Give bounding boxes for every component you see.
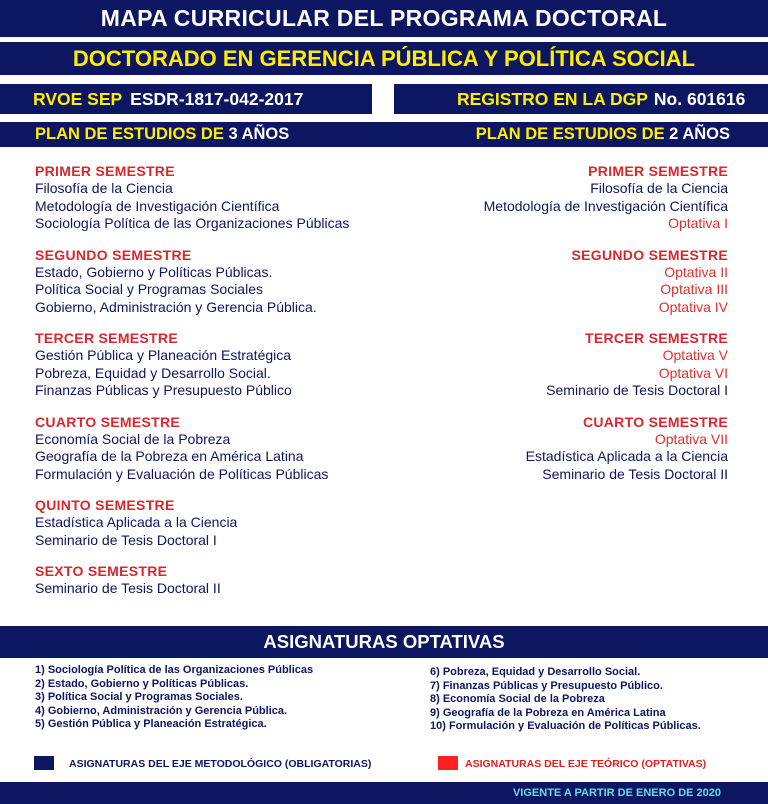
course-item: Seminario de Tesis Doctoral I — [35, 531, 217, 548]
course-item: Seminario de Tesis Doctoral II — [35, 580, 221, 596]
semester-title: PRIMER SEMESTRE — [588, 163, 728, 179]
optativa-item: 9) Geografía de la Pobreza en América Latina — [430, 706, 666, 719]
optativas-list-left — [35, 664, 313, 732]
semester-title: SEXTO SEMESTRE — [35, 563, 168, 579]
optativa-item: 2) Estado, Gobierno y Políticas Públicas. — [35, 677, 249, 690]
program-name: DOCTORADO EN GERENCIA PÚBLICA Y POLÍTICA SOCIAL — [0, 40, 768, 77]
semester-block — [35, 163, 415, 233]
semester-title: TERCER SEMESTRE — [585, 330, 728, 346]
semester-block — [398, 163, 728, 233]
optional-course: Optativa I — [668, 215, 728, 231]
semester-block — [398, 247, 728, 317]
legend-swatch-teorico — [438, 756, 458, 770]
dgp-box — [394, 84, 768, 114]
course-item: Filosofía de la Ciencia — [590, 180, 728, 196]
optional-course: Optativa IV — [658, 298, 728, 315]
optativa-item: 5) Gestión Pública y Planeación Estratégica. — [35, 718, 267, 730]
semester-block — [35, 330, 415, 400]
course-item: Filosofía de la Ciencia — [35, 180, 173, 196]
plan-2-duration: 2 AÑOS — [669, 125, 730, 143]
semester-title: SEGUNDO SEMESTRE — [571, 246, 728, 263]
legend — [0, 748, 768, 778]
rvoe-value: ESDR-1817-042-2017 — [130, 88, 304, 109]
optativas-panel — [25, 660, 743, 742]
course-item: Finanzas Públicas y Presupuesto Público — [35, 382, 292, 398]
course-item: Estadística Aplicada a la Ciencia — [35, 514, 238, 530]
course-item: Seminario de Tesis Doctoral I — [546, 382, 728, 398]
optional-course: Optativa II — [664, 263, 728, 280]
footer-validity: VIGENTE A PARTIR DE ENERO DE 2020 — [0, 782, 768, 804]
semester-title: PRIMER SEMESTRE — [35, 163, 175, 179]
semester-title: SEGUNDO SEMESTRE — [35, 246, 192, 263]
page-title: MAPA CURRICULAR DEL PROGRAMA DOCTORAL — [0, 0, 768, 37]
plans-bar — [0, 122, 768, 147]
optional-course: Optativa VII — [654, 430, 728, 447]
dgp-label: REGISTRO EN LA DGP — [457, 88, 648, 109]
plan-2-prefix: PLAN DE ESTUDIOS DE — [475, 125, 665, 143]
semester-title: TERCER SEMESTRE — [35, 330, 178, 346]
optativa-item: 8) Economía Social de la Pobreza — [430, 693, 605, 705]
course-item: Estado, Gobierno y Políticas Públicas. — [35, 263, 273, 280]
plan-3-column — [35, 163, 415, 612]
optativa-item: 7) Finanzas Públicas y Presupuesto Público. — [430, 679, 663, 692]
rvoe-box — [0, 84, 372, 114]
optional-course: Optativa VI — [658, 364, 728, 381]
optativa-item: 1) Sociología Política de las Organizaciones Públicas — [35, 664, 314, 676]
optativas-list-right — [430, 666, 701, 734]
plan-3-duration: 3 AÑOS — [228, 125, 290, 143]
legend-label-teorico: ASIGNATURAS DEL EJE TEÓRICO (OPTATIVAS) — [465, 758, 707, 770]
optativa-item: 4) Gobierno, Administración y Gerencia Pública. — [35, 704, 288, 717]
course-item: Estadística Aplicada a la Ciencia — [525, 448, 728, 464]
course-item: Metodología de Investigación Científica — [35, 197, 280, 214]
semester-block — [35, 497, 415, 549]
optativa-item: 3) Política Social y Programas Sociales. — [35, 691, 243, 703]
course-item: Gestión Pública y Planeación Estratégica — [35, 347, 292, 363]
semester-block — [398, 330, 728, 400]
course-item: Política Social y Programas Sociales — [35, 281, 263, 297]
semester-title: CUARTO SEMESTRE — [582, 413, 728, 430]
plan-2-heading — [476, 122, 730, 147]
semester-block — [35, 247, 415, 317]
dgp-value: No. 601616 — [653, 88, 746, 109]
semester-title: QUINTO SEMESTRE — [35, 497, 175, 513]
plan-3-heading — [35, 122, 289, 147]
course-item: Sociología Política de las Organizaciones Públicas — [35, 215, 350, 231]
semester-title: CUARTO SEMESTRE — [35, 413, 181, 430]
legend-label-metodologico: ASIGNATURAS DEL EJE METODOLÓGICO (OBLIGATORIAS) — [69, 758, 372, 770]
optativa-item: 10) Formulación y Evaluación de Políticas Públicas. — [430, 720, 701, 732]
semester-block — [35, 563, 415, 598]
optativa-item: 6) Pobreza, Equidad y Desarrollo Social. — [430, 666, 641, 678]
course-item: Metodología de Investigación Científica — [483, 197, 728, 214]
course-item: Seminario de Tesis Doctoral II — [542, 465, 728, 482]
optativas-header: ASIGNATURAS OPTATIVAS — [0, 626, 768, 658]
course-item: Formulación y Evaluación de Políticas Públicas — [35, 465, 329, 482]
optional-course: Optativa III — [660, 281, 728, 297]
legend-swatch-metodologico — [34, 756, 54, 770]
plan-3-prefix: PLAN DE ESTUDIOS DE — [35, 125, 224, 143]
optional-course: Optativa V — [662, 347, 728, 363]
rvoe-label: RVOE SEP — [33, 88, 123, 109]
course-item: Gobierno, Administración y Gerencia Pública. — [35, 298, 317, 315]
plan-2-column — [398, 163, 728, 497]
course-item: Pobreza, Equidad y Desarrollo Social. — [35, 364, 271, 381]
course-item: Economía Social de la Pobreza — [35, 430, 231, 447]
semester-block — [398, 414, 728, 484]
course-item: Geografía de la Pobreza en América Latina — [35, 448, 304, 464]
semester-block — [35, 414, 415, 484]
